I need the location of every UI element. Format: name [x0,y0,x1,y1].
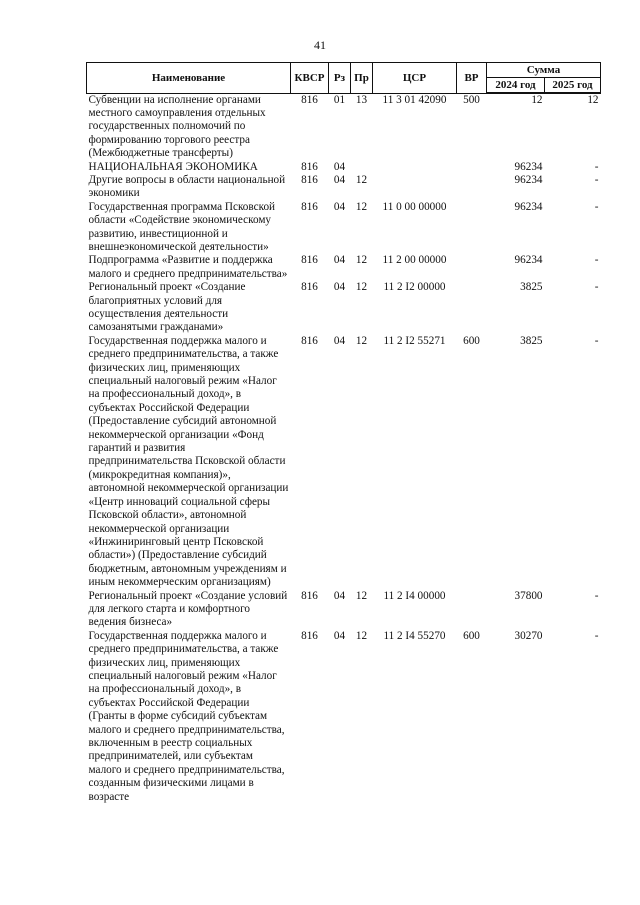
header-kvsr: КВСР [291,63,329,94]
row-kvsr: 816 [301,281,318,294]
row-sum-2025: - [594,173,599,186]
row-kvsr: 816 [301,334,318,347]
row-sum-2025: - [594,160,599,173]
row-sum-2024: 3825 [520,334,543,347]
row-sum-2024: 96234 [514,173,543,186]
row-vr: 600 [463,629,480,642]
header-name: Наименование [87,63,291,94]
row-rz: 01 [333,93,346,106]
budget-table [86,62,601,804]
row-pr: 12 [355,173,368,186]
table-row [87,254,601,281]
header-sum: Сумма [487,63,601,78]
row-name: НАЦИОНАЛЬНАЯ ЭКОНОМИКА [88,160,258,173]
row-sum-2024: 96234 [514,200,543,213]
table-row [87,201,601,255]
row-pr: 12 [355,281,368,294]
row-rz: 04 [333,160,346,173]
row-kvsr: 816 [301,254,318,267]
row-sum-2024: 96234 [514,160,543,173]
row-rz: 04 [333,254,346,267]
row-csr: 11 2 I4 00000 [383,589,446,602]
table-row [87,281,601,335]
row-pr: 12 [355,334,368,347]
row-vr: 500 [463,93,480,106]
row-kvsr: 816 [301,200,318,213]
row-sum-2025: - [594,254,599,267]
row-rz: 04 [333,200,346,213]
row-pr: 12 [355,589,368,602]
table-row [87,335,601,590]
header-2024: 2024 год [487,78,545,94]
row-csr: 11 0 00 00000 [382,200,447,213]
row-name: Региональный проект «Создание благоприятных условий для осуществления деятельности самозанятыми гражданами» [88,281,246,334]
row-sum-2025: - [594,589,599,602]
row-sum-2025: - [594,281,599,294]
header-csr: ЦСР [373,63,457,94]
row-name: Региональный проект «Создание условий для легкого старта и комфортного ведения бизнеса» [88,589,288,629]
header-rz: Рз [329,63,351,94]
row-sum-2024: 3825 [520,281,543,294]
table-row [87,93,601,161]
row-csr: 11 3 01 42090 [382,93,447,106]
row-csr: 11 2 00 00000 [382,254,447,267]
row-pr: 12 [355,254,368,267]
row-rz: 04 [333,281,346,294]
row-vr [457,174,487,201]
row-csr [373,161,457,174]
row-name: Государственная программа Псковской области «Содействие экономическому развитию, инвестиционной и внешнеэкономической деятельности» [88,200,276,253]
row-name: Субвенции на исполнение органами местного самоуправления отдельных государственных полномочий по формированию торгового реестра (Межбюджетные трансферты) [88,93,266,160]
row-vr [457,201,487,255]
row-kvsr: 816 [301,93,318,106]
table-row [87,630,601,804]
header-2025: 2025 год [545,78,601,94]
row-csr: 11 2 I2 55271 [383,334,446,347]
row-sum-2024: 96234 [514,254,543,267]
row-pr [351,161,373,174]
row-sum-2024: 37800 [514,589,543,602]
row-csr [373,174,457,201]
row-pr: 12 [355,200,368,213]
row-name: Государственная поддержка малого и среднего предпринимательства, а также физических лиц, применяющих специальный налоговый режим «Налог на профессиональный доход», в субъектах Российской Федерации (Предоставление субсидий автономной некоммерческой организации «Фонд гарантий и развития предпринимательства Псковской области (микрокредитная компания)», автономной некоммерческой организации «Центр инноваций социальной сферы Псковской области», автономной некоммерческой организации «Инжиниринговый центр Псковской области») (Предоставление субсидий бюджетным, автономным учреждениям и иным некоммерческим организациям) [88,334,289,589]
row-sum-2025: - [594,200,599,213]
row-name: Подпрограмма «Развитие и поддержка малого и среднего предпринимательства» [88,254,288,280]
row-sum-2025: - [594,334,599,347]
header-vr: ВР [457,63,487,94]
row-name: Государственная поддержка малого и среднего предпринимательства, а также физических лиц, применяющих специальный налоговый режим «Налог на профессиональный доход», в субъектах Российской Федерации (Гранты в форме субсидий субъектам малого и среднего предпринимательства, включенным в реестр социальных предпринимателей, или субъектам малого и среднего предпринимательства, созданным физическими лицами в возрасте [88,629,285,803]
row-sum-2025: 12 [587,94,599,106]
row-kvsr: 816 [301,589,318,602]
table-row [87,161,601,174]
row-rz: 04 [333,173,346,186]
row-vr [457,254,487,281]
row-csr: 11 2 I4 55270 [383,629,446,642]
row-rz: 04 [333,334,346,347]
row-pr: 12 [355,629,368,642]
row-vr [457,161,487,174]
row-sum-2025: - [594,629,599,642]
row-pr: 13 [355,93,368,106]
header-pr: Пр [351,63,373,94]
page-number: 41 [314,38,326,52]
row-sum-2024: 12 [531,94,543,106]
row-csr: 11 2 I2 00000 [383,281,446,294]
row-rz: 04 [333,589,346,602]
row-vr: 600 [463,334,480,347]
row-name: Другие вопросы в области национальной экономики [88,173,286,200]
row-kvsr: 816 [301,160,318,173]
row-kvsr: 816 [301,629,318,642]
row-kvsr: 816 [301,173,318,186]
table-row [87,174,601,201]
row-rz: 04 [333,629,346,642]
row-vr [457,590,487,630]
row-vr [457,281,487,335]
table-row [87,590,601,630]
row-sum-2024: 30270 [514,629,543,642]
